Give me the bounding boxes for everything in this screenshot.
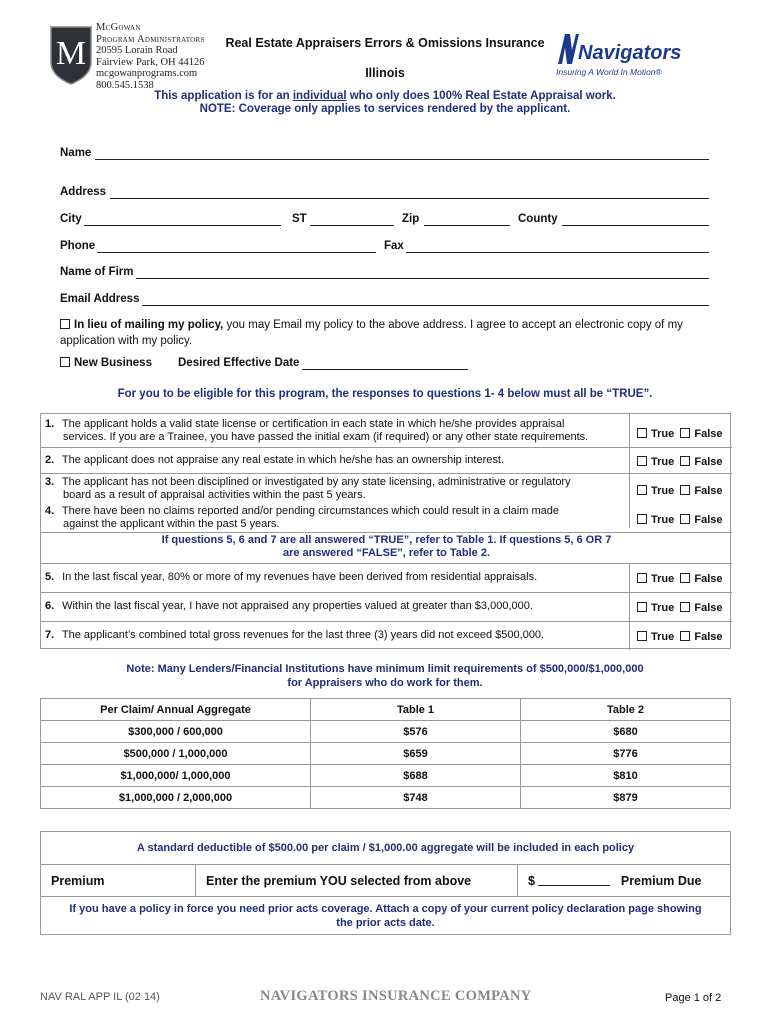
table-row: [41, 765, 731, 787]
coverage-note: NOTE: Coverage only applies to services rendered by the applicant.: [199, 103, 571, 115]
q1-false-label: False: [694, 428, 723, 440]
county-label: County: [518, 213, 558, 225]
q1-true-label: True: [651, 428, 675, 440]
questions-table: [40, 413, 731, 649]
limits-cell: $300,000 / 600,000: [41, 721, 311, 743]
table-row: [41, 721, 731, 743]
limits-cell: $879: [521, 787, 731, 809]
q2-true-checkbox[interactable]: [637, 456, 647, 466]
lenders-note-1: Note: Many Lenders/Financial Institutions have minimum limit requirements of $500,000/$1,000,000: [126, 663, 644, 675]
q5-true-checkbox[interactable]: [637, 573, 647, 583]
new-business-checkbox[interactable]: [60, 357, 70, 367]
question-7: [45, 629, 625, 642]
effective-date-label: Desired Effective Date: [178, 357, 300, 369]
company-name-1: McGowan: [96, 22, 141, 33]
limits-cell: $810: [521, 765, 731, 787]
q2-false-label: False: [694, 456, 723, 468]
q6-true-checkbox[interactable]: [637, 602, 647, 612]
question-row-2: [41, 447, 732, 448]
q1-line2: services. If you are a Trainee, you have passed the initial exam (if required) or any other state requirements.: [63, 431, 589, 443]
q3-line2: board as a result of appraisal activities within the past 5 years.: [63, 489, 366, 501]
email-field[interactable]: [142, 294, 709, 306]
q3-true-checkbox[interactable]: [637, 485, 647, 495]
premium-instruction: Enter the premium YOU selected from above: [196, 865, 518, 897]
q2-line1: The applicant does not appraise any real estate in which he/she has an ownership interest.: [61, 454, 504, 466]
navigators-n-icon: [556, 32, 580, 66]
q4-false-checkbox[interactable]: [680, 514, 690, 524]
dollar-sign: $: [528, 873, 535, 888]
eligibility-note: For you to be eligible for this program, the responses to questions 1- 4 below must all be “TRUE”.: [117, 388, 653, 400]
q7-false-label: False: [694, 631, 723, 643]
q3-num: 3.: [45, 476, 55, 488]
q3-false-label: False: [694, 485, 723, 497]
q4-line1: There have been no claims reported and/or pending circumstances which could result in a claim made: [61, 505, 559, 517]
firm-field[interactable]: [136, 267, 709, 279]
q5-true-label: True: [651, 573, 675, 585]
q5-false-label: False: [694, 573, 723, 585]
mcgowan-info: [96, 22, 205, 92]
question-row-note: [41, 532, 732, 533]
q4-false-label: False: [694, 514, 723, 526]
email-policy-checkbox[interactable]: [60, 319, 70, 329]
q5-line1: In the last fiscal year, 80% or more of my revenues have been derived from residential appraisals.: [62, 571, 538, 583]
limits-cell: $1,000,000/ 1,000,000: [41, 765, 311, 787]
q3-true-label: True: [651, 485, 675, 497]
q1-true-checkbox[interactable]: [637, 428, 647, 438]
q6-false-checkbox[interactable]: [680, 602, 690, 612]
website: mcgowanprograms.com: [96, 68, 198, 80]
q7-true-label: True: [651, 631, 675, 643]
premium-row: [41, 865, 731, 897]
limits-cell: $776: [521, 743, 731, 765]
q7-false-checkbox[interactable]: [680, 631, 690, 641]
premium-label: Premium: [41, 865, 196, 897]
question-1: [45, 418, 625, 444]
table-row: [41, 743, 731, 765]
name-label: Name: [60, 147, 92, 159]
limits-cell: $748: [311, 787, 521, 809]
limits-header: Per Claim/ Annual Aggregate: [41, 699, 311, 721]
q1-answer: [637, 428, 723, 440]
effective-date-field[interactable]: [302, 358, 468, 370]
zip-label: Zip: [402, 213, 420, 225]
q3-line1: The applicant has not been disciplined or investigated by any state licensing, administrative or regulatory: [61, 476, 571, 488]
state-title: Illinois: [365, 66, 405, 80]
city-field[interactable]: [84, 214, 281, 226]
q3-answer: [637, 485, 723, 497]
premium-due-cell: [518, 865, 731, 897]
note-part-a: This application is for an: [154, 90, 293, 102]
q2-false-checkbox[interactable]: [680, 456, 690, 466]
svg-text:M: M: [55, 35, 87, 72]
q4-true-checkbox[interactable]: [637, 514, 647, 524]
phone-label: Phone: [60, 240, 96, 252]
page-title: Real Estate Appraisers Errors & Omissions Insurance: [225, 36, 545, 50]
email-option-rest: you may Email my policy to the above address. I agree to accept an electronic copy of my: [223, 319, 683, 331]
question-row-7: [41, 621, 732, 622]
q5-false-checkbox[interactable]: [680, 573, 690, 583]
county-field[interactable]: [562, 214, 709, 226]
q5-answer: [637, 573, 723, 585]
form-id: NAV RAL APP IL (02 14): [40, 991, 160, 1003]
lenders-note: [0, 662, 770, 690]
phone-field[interactable]: [97, 241, 376, 253]
address-line-1: 20595 Lorain Road: [96, 45, 178, 57]
new-business: [60, 357, 152, 369]
premium-due-label: Premium Due: [620, 873, 702, 888]
prior-acts-2: the prior acts date.: [336, 916, 435, 929]
limits-table: [40, 698, 731, 809]
q4-true-label: True: [651, 514, 675, 526]
table-note-2: are answered “FALSE”, refer to Table 2.: [282, 547, 491, 559]
limits-header: Table 1: [311, 699, 521, 721]
address-field[interactable]: [110, 187, 709, 199]
question-6: [45, 600, 625, 613]
email-option-bold: In lieu of mailing my policy,: [74, 319, 224, 331]
question-row-5: [41, 563, 732, 564]
fax-field[interactable]: [406, 241, 709, 253]
state-label: ST: [292, 213, 307, 225]
q4-num: 4.: [45, 505, 55, 517]
deductible-row: [41, 832, 731, 865]
individual-note: [0, 90, 770, 102]
q6-num: 6.: [45, 600, 55, 612]
page-number: Page 1 of 2: [665, 992, 722, 1004]
address-line-2: Fairview Park, OH 44126: [96, 56, 205, 68]
question-5: [45, 571, 625, 584]
limits-cell: $500,000 / 1,000,000: [41, 743, 311, 765]
footer-company: NAVIGATORS INSURANCE COMPANY: [260, 988, 532, 1004]
q7-line1: The applicant’s combined total gross revenues for the last three (3) years did not exceed $500,000.: [61, 629, 545, 641]
question-row-3: [41, 473, 732, 474]
q6-answer: [637, 602, 723, 614]
table-note-1: If questions 5, 6 and 7 are all answered “TRUE”, refer to Table 1. If questions 5, 6 OR 7: [161, 534, 612, 546]
prior-acts-row: [41, 897, 731, 935]
lenders-note-2: for Appraisers who do work for them.: [287, 677, 483, 689]
zip-field[interactable]: [424, 214, 510, 226]
limits-cell: $659: [311, 743, 521, 765]
new-business-label: New Business: [74, 357, 152, 369]
q6-line1: Within the last fiscal year, I have not appraised any properties valued at greater than $3,000,000.: [62, 600, 533, 612]
q1-num: 1.: [45, 418, 55, 430]
premium-amount-field[interactable]: [538, 875, 610, 886]
prior-acts-1: If you have a policy in force you need prior acts coverage. Attach a copy of your current policy declaration page showing: [69, 902, 702, 915]
email-option-line2: application with my policy.: [60, 335, 193, 347]
limits-header-row: [41, 699, 731, 721]
state-field[interactable]: [310, 214, 394, 226]
fax-label: Fax: [384, 240, 404, 252]
email-option: [60, 317, 720, 349]
name-field[interactable]: [95, 148, 709, 160]
limits-cell: $576: [311, 721, 521, 743]
city-label: City: [60, 213, 82, 225]
q3-false-checkbox[interactable]: [680, 485, 690, 495]
prior-acts-note: [41, 897, 731, 935]
shield-m-icon: [48, 24, 94, 86]
q5-num: 5.: [45, 571, 55, 583]
company-phone: 800.545.1538: [96, 79, 154, 91]
question-4: [45, 505, 625, 531]
address-label: Address: [60, 186, 107, 198]
q2-answer: [637, 456, 723, 468]
q2-num: 2.: [45, 454, 55, 466]
table-row: [41, 787, 731, 809]
table-note: [41, 534, 732, 560]
q7-answer: [637, 631, 723, 643]
firm-label: Name of Firm: [60, 266, 134, 278]
q6-false-label: False: [694, 602, 723, 614]
question-row-6: [41, 592, 732, 593]
company-name-2: Program Administrators: [96, 33, 205, 45]
q1-false-checkbox[interactable]: [680, 428, 690, 438]
q4-answer: [637, 514, 723, 526]
q1-line1: The applicant holds a valid state license or certification in each state in which he/she provides appraisal: [61, 418, 565, 430]
q6-true-label: True: [651, 602, 675, 614]
q2-true-label: True: [651, 456, 675, 468]
limits-header: Table 2: [521, 699, 731, 721]
q7-num: 7.: [45, 629, 55, 641]
q4-line2: against the applicant within the past 5 years.: [63, 518, 280, 530]
question-3: [45, 476, 625, 502]
limits-cell: $680: [521, 721, 731, 743]
limits-cell: $1,000,000 / 2,000,000: [41, 787, 311, 809]
question-2: [45, 454, 625, 467]
limits-cell: $688: [311, 765, 521, 787]
navigators-tagline: Insuring A World In Motion®: [556, 67, 662, 77]
premium-table: [40, 831, 731, 935]
navigators-logo: Navigators: [578, 42, 682, 64]
deductible-note: A standard deductible of $500.00 per claim / $1,000.00 aggregate will be included in each policy: [41, 832, 731, 865]
q7-true-checkbox[interactable]: [637, 631, 647, 641]
email-label: Email Address: [60, 293, 140, 305]
note-part-c: who only does 100% Real Estate Appraisal work.: [346, 90, 616, 102]
note-part-b: individual: [292, 90, 347, 102]
